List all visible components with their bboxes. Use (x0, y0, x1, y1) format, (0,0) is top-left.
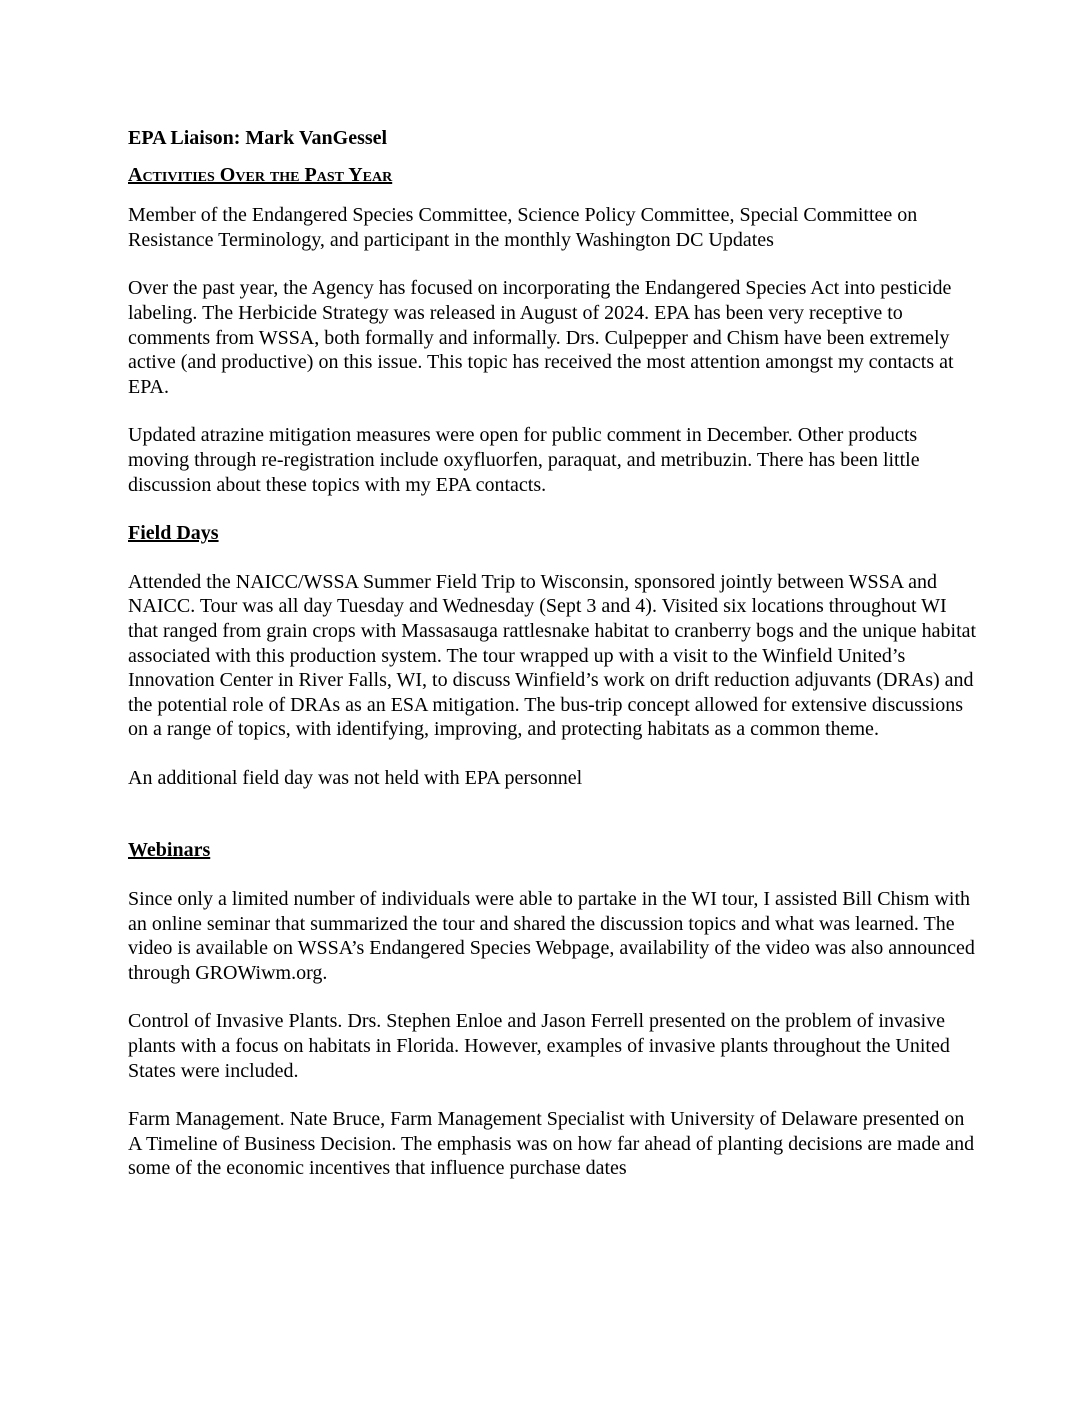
document-title: EPA Liaison: Mark VanGessel (128, 127, 388, 149)
field-days-paragraph: Attended the NAICC/WSSA Summer Field Trip to Wisconsin, sponsored jointly between WSSA and NAICC. Tour was all day Tuesday and Wednesday (Sept 3 and 4). Visited six locations throughout WI that ranged from grain crops with Massasauga rattlesnake habitat to cranberry bogs and the unique habitat associated with this production system. The tour wrapped up with a visit to the Winfield United’s Innovation Center in River Falls, WI, to discuss Winfield’s work on drift reduction adjuvants (DRAs) and the potential role of DRAs as an ESA mitigation. The bus-trip concept allowed for extensive discussions on a range of topics, with identifying, improving, and protecting habitats as a common theme. (128, 570, 977, 741)
activities-paragraph: Over the past year, the Agency has focused on incorporating the Endangered Species Act into pesticide labeling. The Herbicide Strategy was released in August of 2024. EPA has been very receptive to comments from WSSA, both formally and informally. Drs. Culpepper and Chism have been extremely active (and productive) on this issue. This topic has received the most attention amongst my contacts at EPA. (128, 277, 954, 398)
webinars-paragraph: Control of Invasive Plants. Drs. Stephen Enloe and Jason Ferrell presented on the problem of invasive plants with a focus on habitats in Florida. However, examples of invasive plants throughout the United States were included. (128, 1010, 950, 1082)
activities-paragraph: Member of the Endangered Species Committee, Science Policy Committee, Special Committee on Resistance Terminology, and participant in the monthly Washington DC Updates (128, 204, 918, 251)
field-days-heading: Field Days (128, 522, 219, 545)
webinars-heading: Webinars (128, 839, 211, 862)
field-days-paragraph: An additional field day was not held with EPA personnel (128, 766, 583, 789)
webinars-paragraph: Since only a limited number of individuals were able to partake in the WI tour, I assisted Bill Chism with an online seminar that summarized the tour and shared the discussion topics and what was learned. The video is available on WSSA’s Endangered Species Webpage, availability of the video was also announced through GROWiwm.org. (128, 888, 975, 984)
document-page (128, 126, 978, 1205)
activities-paragraph: Updated atrazine mitigation measures were open for public comment in December. Other products moving through re-registration include oxyfluorfen, paraquat, and metribuzin. There has been little discussion about these topics with my EPA contacts. (128, 424, 920, 496)
webinars-paragraph: Farm Management. Nate Bruce, Farm Management Specialist with University of Delaware presented on A Timeline of Business Decision. The emphasis was on how far ahead of planting decisions are made and some of the economic incentives that influence purchase dates (128, 1108, 975, 1180)
activities-heading: Activities Over the Past Year (128, 163, 393, 186)
